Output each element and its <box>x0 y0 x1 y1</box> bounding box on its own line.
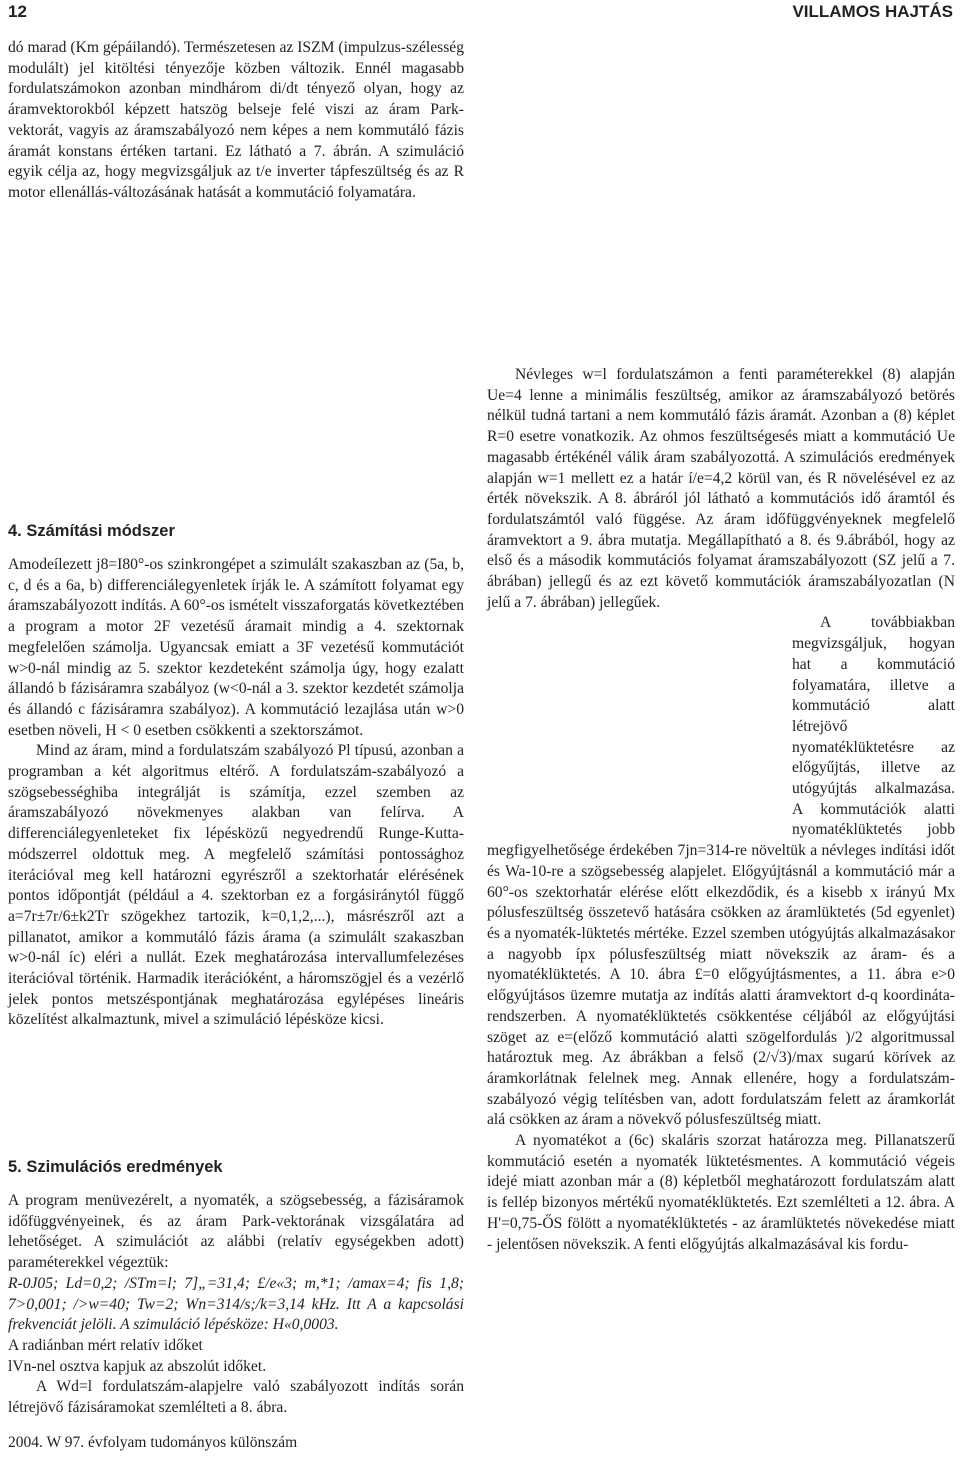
journal-title: VILLAMOS HAJTÁS <box>792 2 953 21</box>
paragraph: Névleges w=l fordulatszámon a fenti paraméterekkel (8) alapján Ue=4 lenne a minimális feszültség, amikor az áramszabályozó betörés nélkül tudná tartani a nem kommutáló fázis áramát. Azonban a (8) képlet R=0 esetre vonatkozik. Az ohmos feszültségesés miatt a kommutáció Ue magasabb értékénél válik áram szabályozottá. A szimulációs eredmények alapján w=1 mellett ez a határ í/e=4,2 körül van, és R növelésével ez az érték növekszik. A 8. ábráról jól látható a kommutációs idő áramtól és fordulatszámtól való függése. Az áram időfüggvényeknek megfelelő áramvektort a 9. ábra mutatja. Megállapítható a 8. és 9.ábrából, hogy az első és a második kommutációs folyamat áramszabályozott (SZ jelű a 7. ábrában) jellegű és az ezt követő kommutációk áramszabályozatlan (N jelű a 7. ábrában) jellegűek. <box>487 366 955 611</box>
paragraph: Amodeílezett j8=I80°-os szinkrongépet a szimulált szakaszban az (5a, b, c, d és a 6a, b) differenciálegyenletek írják le. A számított folyamat egy áramszabályozott indítás. A 60°-os ismételt visszaforgatás következtében a program a motor 2F vezetésű áramait mindig a 4. szektornak megfelelően számolja. Ugyancsak emiatt a 3F vezetésű kommutációt w>0-nál mindig az 5. szektor kezdeteként számolja úgy, hogy ezalatt állandó b fázisáramra szabályoz (w<0-nál a 3. szektor kezdetét számolja és állandó c fázisáramra szabályoz). A kommutáció lezajlása után w>0 esetben növeli, H < 0 esetben csökkenti a szektorszámot. <box>8 556 464 739</box>
page-number: 12 <box>8 2 27 21</box>
right-column-body <box>487 365 955 1255</box>
figure-space <box>487 613 792 835</box>
parameter-list: R-0J05; Ld=0,2; /STm=l; 7]„=31,4; £/e«3; m,*1; /amax=4; fis 1,8; 7>0,001; />w=40; Tw=2; Wn=314/s;/k=3,14 kHz. Itt A a kapcsolási frekvenciát jelöli. A szimuláció lépésköze: H«0,0003. <box>8 1274 464 1334</box>
section-5-heading: 5. Szimulációs eredmények <box>8 1158 223 1176</box>
section-4-body <box>8 555 464 1031</box>
paragraph: dó marad (Km gépáilandó). Természetesen az ISZM (impulzus-szélesség modulált) jel kitöltési tényezője közben változik. Ennél magasabb fordulatszámokon azonban mindhárom di/dt tényező olyan, hogy az áramvektorokból képzett hatszög belseje felé viszi az áram Park-vektorát, vagyis az áramszabályozó nem képes a nem kommutáló fázis áramát konstans értéken tartani. Ez látható a 7. ábrán. A szimuláció egyik célja az, hogy megvizsgáljuk az t/e inverter tápfeszültség és az R motor ellenállás-változásának hatását a kommutáció folyamatára. <box>8 39 464 201</box>
section-5-body <box>8 1191 464 1419</box>
page-footer: 2004. W 97. évfolyam tudományos különszám <box>8 1434 298 1451</box>
section-4-heading: 4. Számítási módszer <box>8 522 175 540</box>
paragraph: A nyomatékot a (6c) skaláris szorzat határozza meg. Pillanatszerű kommutáció esetén a nyomaték lüktetésmentes. A kommutáció végeis idejé miatt azonban már a (8) képletből meghatározott fordulatszám alatt is fellép bizonyos mértékű nyomatéklüktetés. Ezt szemlélteti a 12. ábra. A H'=0,75-ŐS fölött a nyomatéklüktetés - az áramlüktetés növekedése miatt - jelentősen növekszik. A fenti előgyújtás alkalmazásával kis fordu- <box>487 1132 955 1253</box>
paragraph: Mind az áram, mind a fordulatszám szabályozó Pl típusú, azonban a programban a két algoritmus eltérő. A fordulatszám-szabályozó a szögsebességhiba integrálját is számítja, ezzel szemben az áramszabályozó növekmenyes alakban van felírva. A differenciálegyenleteket fix lépésközű negyedrendű Runge-Kutta-módszerrel oldottuk meg. A megfelelő számítási pontossághoz iterációval meg kell határozni egyrészről a szektorhatár elérésének pontos időpontját (például a 4. szektorban ez a forgásiránytól függő a=7r±7r/6±k2Tr szögekhez tartozik, k=0,1,2,...), másrészről azt a pillanatot, amikor a kommutáló fázis árama (a szimulált szakaszban w>0-nál íc) eléri a nullát. Ezek meghatározása intervallumfelezéses iterációval történik. Harmadik iterációként, a háromszögjel és a vezérlő jelek pontos metszéspontjának meghatározása egylépéses lineáris közelítést alkalmaztunk, mivel a szimuláció lépésköze kicsi. <box>8 742 464 1029</box>
paragraph: A radiánban mért relatív időket <box>8 1336 203 1354</box>
paragraph: lVn-nel osztva kapjuk az abszolút időket. <box>8 1357 267 1375</box>
paragraph: A továbbiakban megvizsgáljuk, hogyan hat a kommutáció folyamatára, illetve a kommutáció alatt létrejövő nyomatéklüktetésre az előgyűjtás, illetve az utógyújtás alkalmazása. A kommutációk alatti nyomatéklüktetés jobb megfigyelhetősége érdekében 7jn=314-re növeltük a névleges indítási időt és Wa-10-re a szögsebesség alapjelet. Előgyújtásnál a kommutáció már a 60°-os szektorhatár elérése előtt elkezdődik, és a kisebb x irányú Mx pólusfeszültség összetevő hatására csökken az áramlüktetés (5d egyenlet) és a nyomaték-lüktetés mértéke. Ezzel szemben utógyújtás alkalmazásakor a nagyobb ípx pólusfeszültség miatt növekszik az áram- és a nyomatéklüktetés. A 10. ábra £=0 előgyújtásmentes, a 11. ábra e>0 előgyújtásos üzemre mutatja az indítás alatti áramvektort d-q koordináta-rendszerben. A nyomatéklüktetés csökkentése céljából az előgyújtási szöget az e=(előző kommutáció alatti szögelfordulás )/2 algoritmussal határoztuk meg. Az ábrákban a felső (2/√3)/max sugarú körívek az áramkorlátnak felelnek meg. Annak ellenére, hogy a fordulatszám-szabályozó végig telítésben van, adott fordulatszám felett az áramkorlát alá csökken az áram a növekvő pólusfeszültség miatt. <box>487 614 955 1129</box>
paragraph: A program menüvezérelt, a nyomaték, a szögsebesség, a fázisáramok időfüggvényeinek, és az áram Park-vektorának vizsgálatára ad lehetőséget. A szimulációt az alábbi (relatív egységekben adott) paraméterekkel végeztük: <box>8 1192 464 1272</box>
top-paragraph-block <box>8 38 464 204</box>
paragraph: A Wd=l fordulatszám-alapjelre való szabályozott indítás során létrejövő fázisáramokat szemlélteti a 8. ábra. <box>8 1378 464 1417</box>
